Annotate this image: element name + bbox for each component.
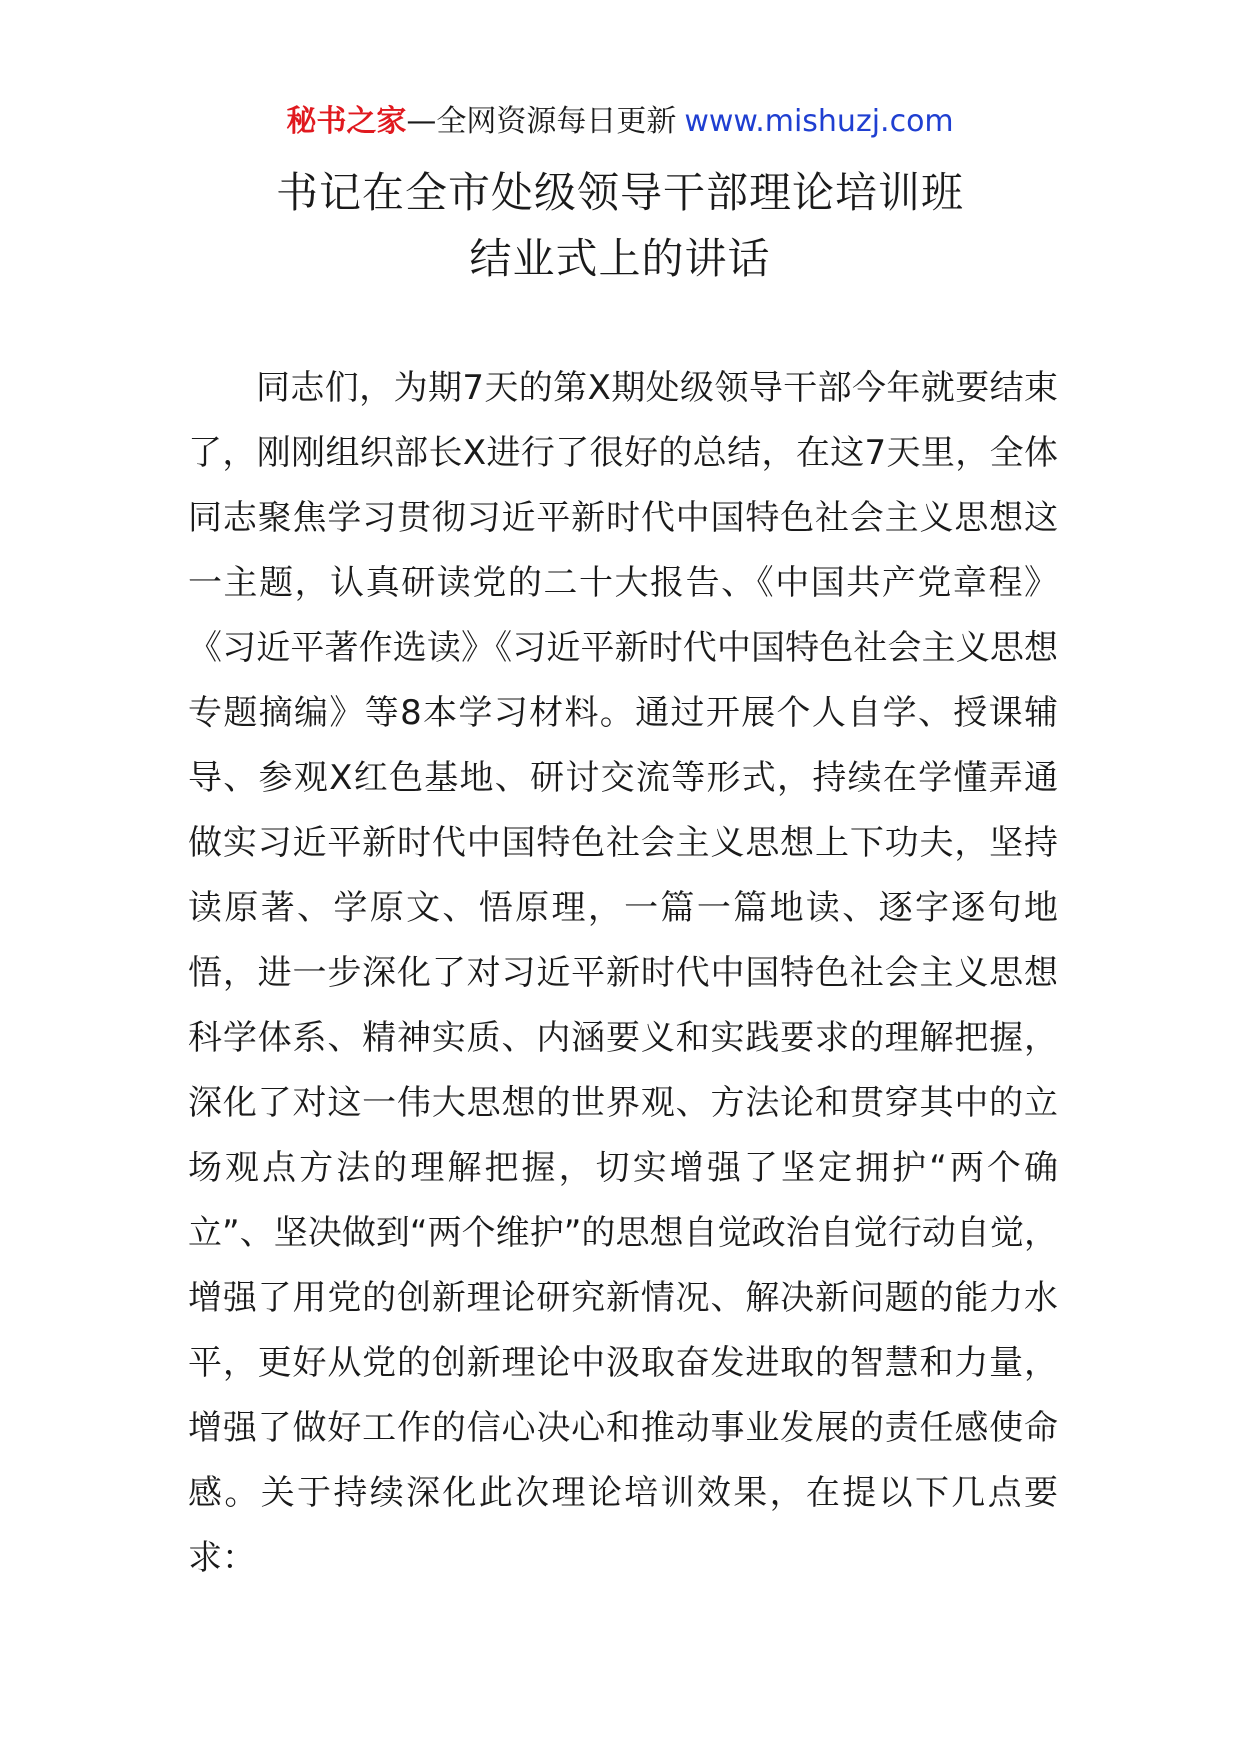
title-line-2: 结业式上的讲话 (469, 234, 771, 283)
header-tagline: —全网资源每日更新 (406, 104, 677, 139)
site-header (0, 102, 1240, 142)
site-url-link[interactable]: www.mishuzj.com (684, 104, 954, 139)
body-paragraph: 同志们，为期7天的第X期处级领导干部今年就要结束了，刚刚组织部长X进行了很好的总结，在这7天里，全体同志聚焦学习贯彻习近平新时代中国特色社会主义思想这一主题，认真研读党的二十大报告、《中国共产党章程》《习近平著作选读》《习近平新时代中国特色社会主义思想专题摘编》等8本学习材料。通过开展个人自学、授课辅导、参观X红色基地、研讨交流等形式，持续在学懂弄通做实习近平新时代中国特色社会主义思想上下功夫，坚持读原著、学原文、悟原理，一篇一篇地读、逐字逐句地悟，进一步深化了对习近平新时代中国特色社会主义思想科学体系、精神实质、内涵要义和实践要求的理解把握，深化了对这一伟大思想的世界观、方法论和贯穿其中的立场观点方法的理解把握，切实增强了坚定拥护“两个确立”、坚决做到“两个维护”的思想自觉政治自觉行动自觉，增强了用党的创新理论研究新情况、解决新问题的能力水平，更好从党的创新理论中汲取奋发进取的智慧和力量，增强了做好工作的信心决心和推动事业发展的责任感使命感。关于持续深化此次理论培训效果，在提以下几点要求： (188, 368, 1058, 1578)
document-title (0, 160, 1240, 292)
brand-name: 秘书之家 (286, 104, 407, 139)
title-line-1: 书记在全市处级领导干部理论培训班 (275, 168, 964, 217)
